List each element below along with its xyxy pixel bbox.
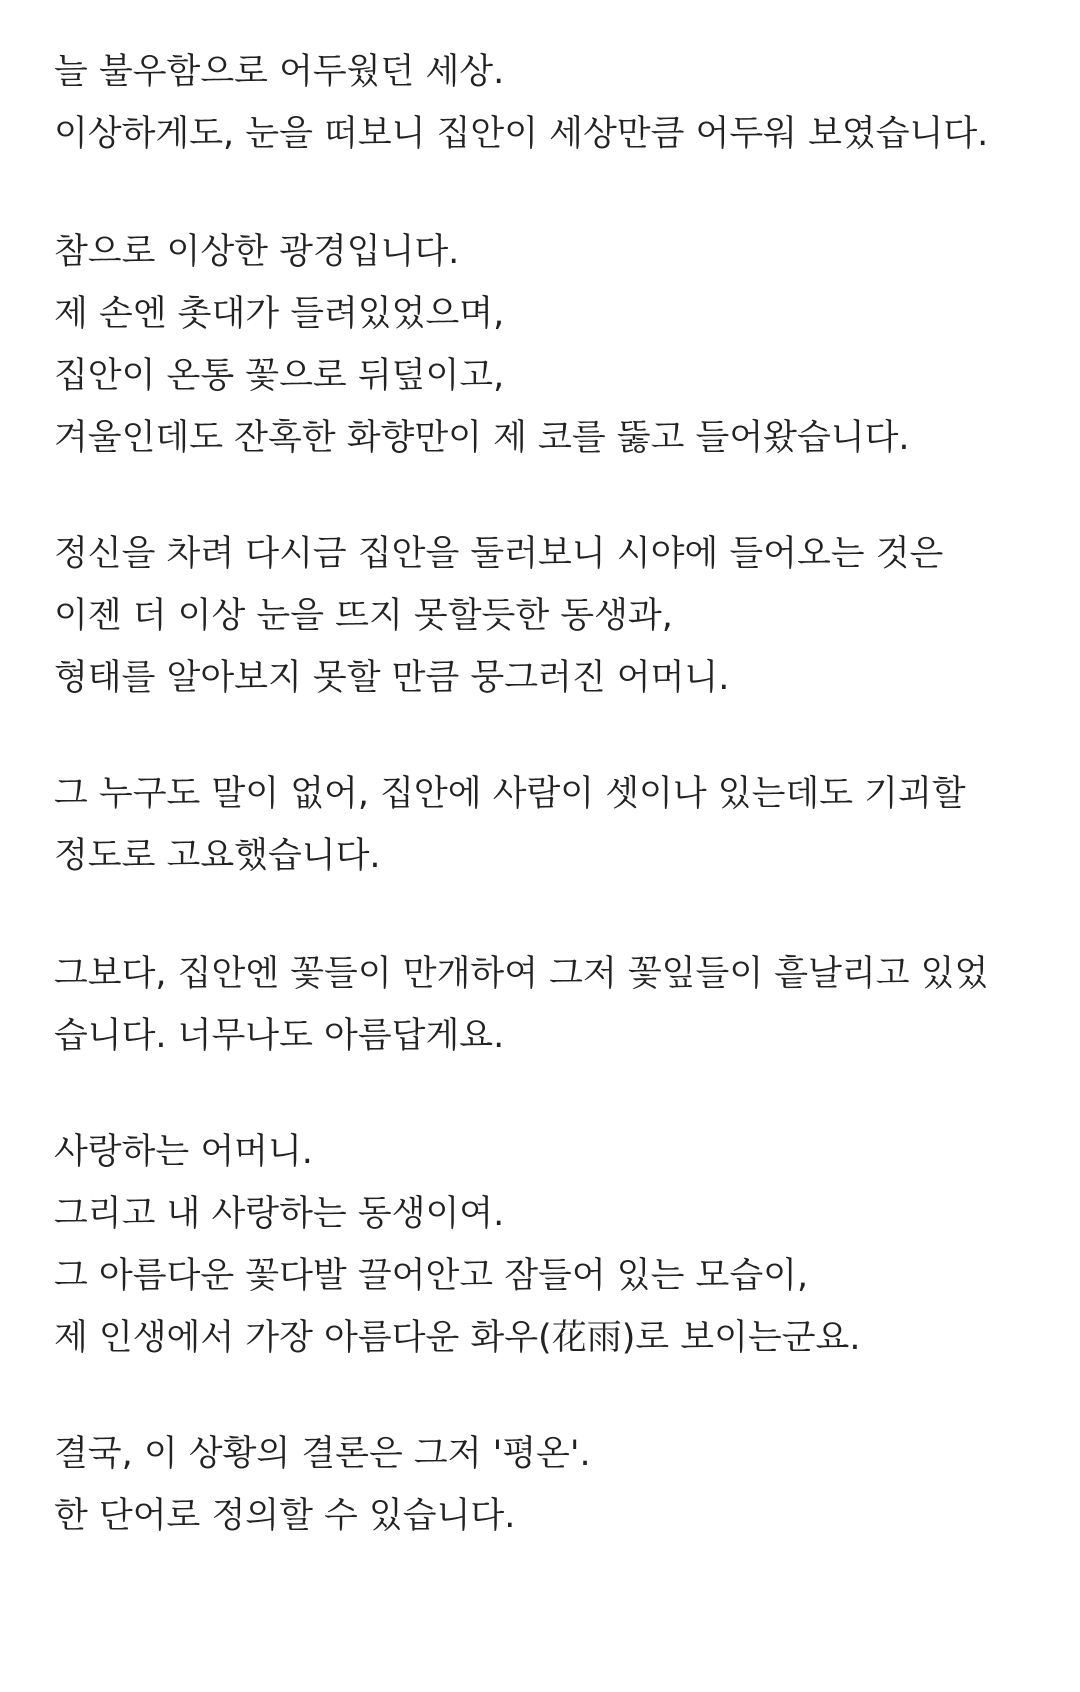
text-line-13: 습니다. 너무나도 아름답게요. xyxy=(54,1016,505,1056)
text-line-3: 참으로 이상한 광경입니다. xyxy=(54,232,460,272)
text-line-18: 결국, 이 상황의 결론은 그저 '평온'. xyxy=(54,1434,591,1474)
text-line-4: 제 손엔 촛대가 들려있었으며, xyxy=(54,294,505,334)
text-line-15: 그리고 내 사랑하는 동생이여. xyxy=(54,1194,505,1234)
text-line-11: 정도로 고요했습니다. xyxy=(54,836,381,876)
text-line-9: 형태를 알아보지 못할 만큼 뭉그러진 어머니. xyxy=(54,658,730,698)
text-line-12: 그보다, 집안엔 꽃들이 만개하여 그저 꽃잎들이 흩날리고 있었 xyxy=(54,954,989,994)
text-line-19: 한 단어로 정의할 수 있습니다. xyxy=(54,1496,516,1536)
text-line-17: 제 인생에서 가장 아름다운 화우(花雨)로 보이는군요. xyxy=(54,1318,861,1358)
text-line-6: 겨울인데도 잔혹한 화향만이 제 코를 뚫고 들어왔습니다. xyxy=(54,418,910,458)
text-line-2: 이상하게도, 눈을 떠보니 집안이 세상만큼 어두워 보였습니다. xyxy=(54,114,989,154)
text-line-14: 사랑하는 어머니. xyxy=(54,1132,313,1172)
text-line-10: 그 누구도 말이 없어, 집안에 사람이 셋이나 있는데도 기괴할 xyxy=(54,774,966,814)
text-line-1: 늘 불우함으로 어두웠던 세상. xyxy=(54,52,505,92)
text-line-7: 정신을 차려 다시금 집안을 둘러보니 시야에 들어오는 것은 xyxy=(54,534,944,574)
text-line-8: 이젠 더 이상 눈을 뜨지 못할듯한 동생과, xyxy=(54,596,673,636)
text-line-5: 집안이 온통 꽃으로 뒤덮이고, xyxy=(54,356,505,396)
text-line-16: 그 아름다운 꽃다발 끌어안고 잠들어 있는 모습이, xyxy=(54,1256,809,1296)
